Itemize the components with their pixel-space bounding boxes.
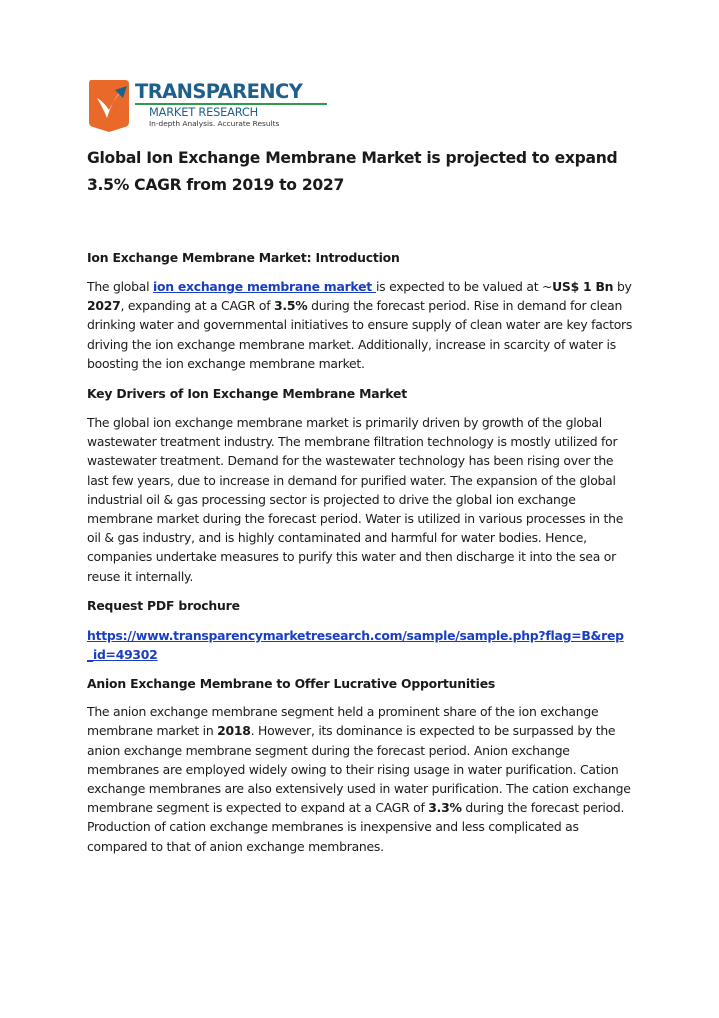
- document-page: [87, 78, 635, 856]
- anion-text-3: during the forecast period. Production of cation exchange membranes is inexpensive and less complicated as compared to that of anion exchange membranes.: [87, 800, 625, 854]
- logo-title: TRANSPARENCY: [135, 80, 303, 103]
- request-heading: Request PDF brochure: [87, 597, 240, 613]
- intro-cagr: 3.5%: [274, 298, 308, 314]
- anion-text-2: . However, its dominance is expected to be surpassed by the anion exchange membrane segment during the forecast period. Anion exchange membranes are employed widely owing to their rising usage in water purification. Cation exchange membranes are also extensively used in water purification. The cation exchange membrane segment is expected to expand at a CAGR of: [87, 723, 631, 816]
- brochure-link-line-2: _id=49302: [87, 647, 158, 663]
- anion-text-1: The anion exchange membrane segment held a prominent share of the ion exchange membrane market in: [87, 704, 599, 739]
- logo-subtitle: MARKET RESEARCH: [149, 105, 258, 119]
- drivers-paragraph: The global ion exchange membrane market is primarily driven by growth of the global wastewater treatment industry. The membrane filtration technology is mostly utilized for wastewater treatment. Demand for the wastewater technology has been rising over the last few years, due to increase in demand for purified water. The expansion of the global industrial oil & gas processing sector is projected to drive the global ion exchange membrane market during the forecast period. Water is utilized in various processes in the oil & gas industry, and is highly contaminated and harmful for water bodies. Hence, companies undertake measures to purify this water and then discharge it into the sea or reuse it internally.: [87, 415, 624, 584]
- intro-text-3: by: [613, 279, 632, 294]
- intro-heading: Ion Exchange Membrane Market: Introduction: [87, 250, 400, 265]
- page-title: [87, 145, 635, 199]
- intro-text-2: is expected to be valued at ~: [375, 279, 553, 294]
- page-title-line-2: 3.5% CAGR from 2019 to 2027: [87, 176, 345, 194]
- logo-wordmark: [135, 82, 327, 129]
- anion-heading: Anion Exchange Membrane to Offer Lucrative Opportunities: [87, 676, 496, 692]
- intro-text-4: , expanding at a CAGR of: [120, 298, 275, 314]
- intro-text-5: during the forecast period. Rise in demand for clean drinking water and governmental initiatives to ensure supply of clean water are key factors driving the ion exchange membrane market. Additionally, increase in scarcity of water is boosting the ion exchange membrane market.: [87, 298, 633, 371]
- company-logo: [87, 78, 635, 134]
- page-title-line-1: Global Ion Exchange Membrane Market is projected to expand: [87, 149, 618, 167]
- cation-cagr: 3.3%: [428, 800, 462, 816]
- anion-paragraph: [87, 702, 635, 856]
- brochure-link[interactable]: [87, 628, 624, 662]
- intro-year: 2027: [87, 298, 121, 314]
- intro-value: US$ 1 Bn: [552, 279, 614, 294]
- drivers-heading: Key Drivers of Ion Exchange Membrane Market: [87, 386, 407, 402]
- anion-year: 2018: [217, 723, 251, 739]
- logo-tagline: In-depth Analysis. Accurate Results: [149, 119, 280, 128]
- brochure-link-line-1: https://www.transparencymarketresearch.com/sample/sample.php?flag=B&rep: [87, 627, 624, 643]
- logo-mark-icon: [87, 78, 131, 133]
- market-link[interactable]: ion exchange membrane market: [152, 279, 376, 294]
- intro-paragraph: [87, 277, 635, 373]
- brochure-url-paragraph: [87, 626, 635, 664]
- intro-text-1: The global: [87, 279, 153, 294]
